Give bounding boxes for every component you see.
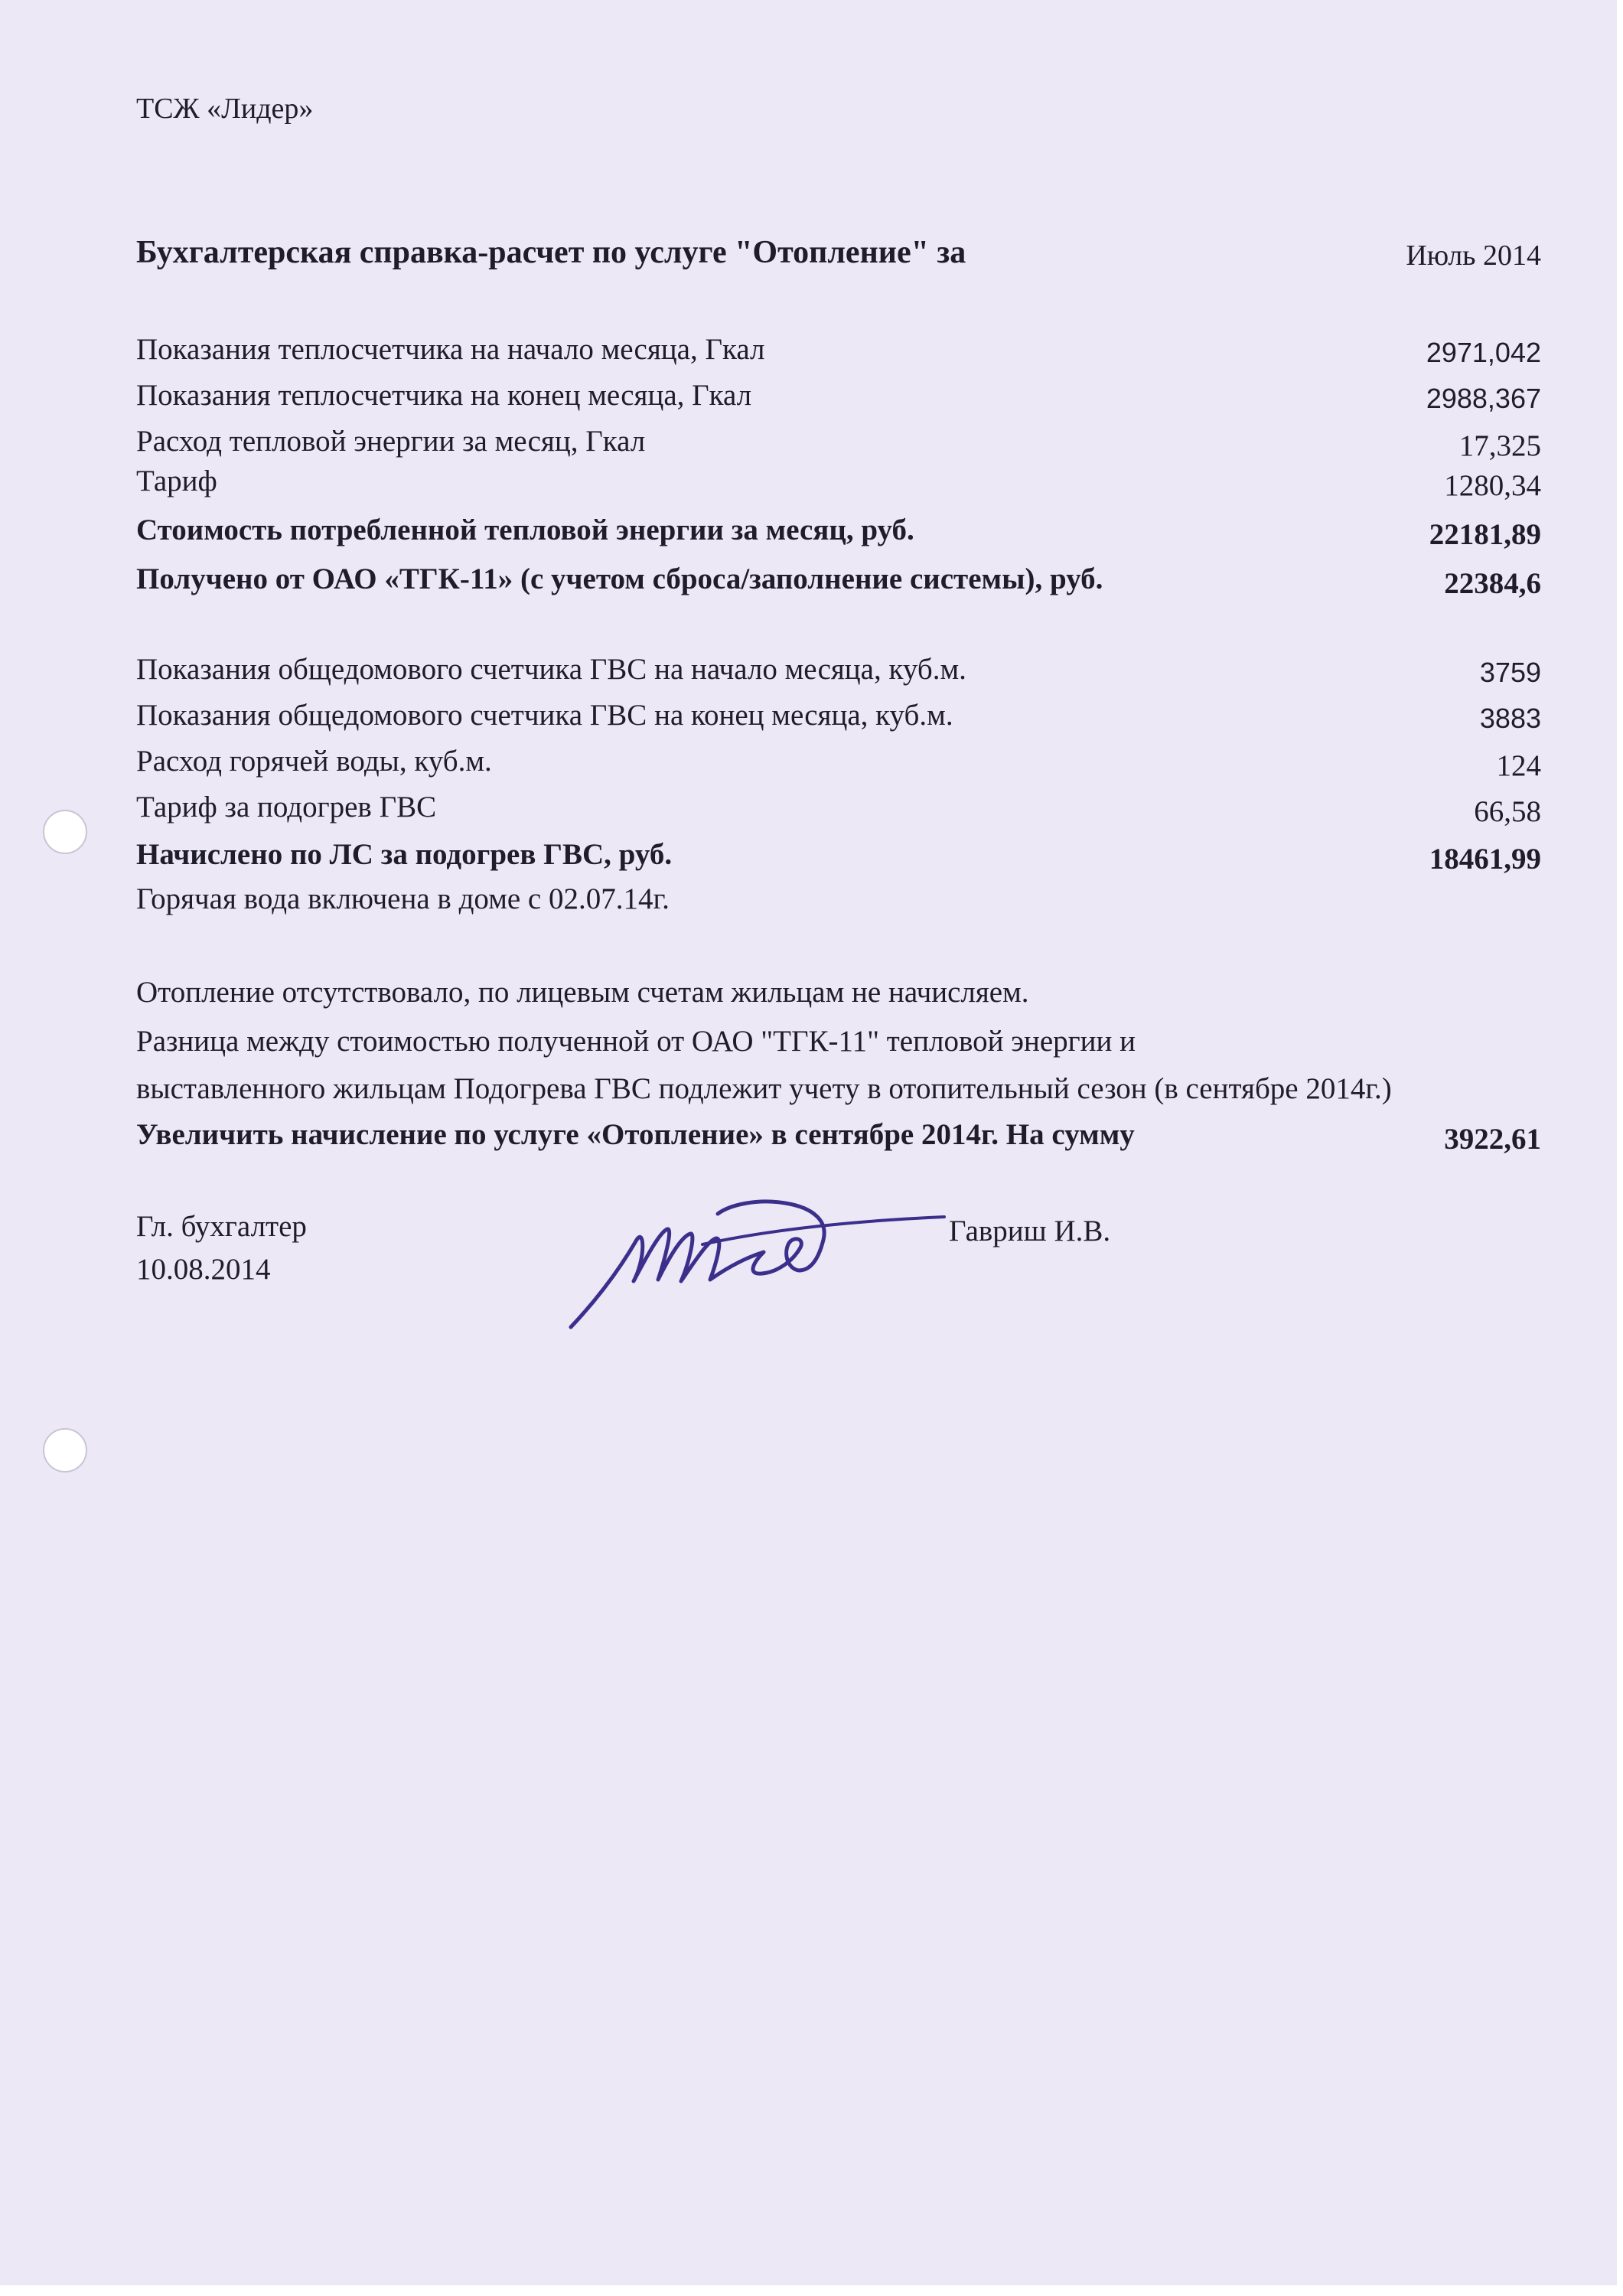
row-label: Показания общедомового счетчика ГВС на конец месяца, куб.м. <box>136 699 953 732</box>
row-label: Начислено по ЛС за подогрев ГВС, руб. <box>136 838 673 871</box>
row-label: Тариф <box>136 465 217 497</box>
heating-row-meter-start <box>136 332 1541 370</box>
row-value: 3883 <box>1479 703 1541 734</box>
punch-hole-bottom <box>43 1428 87 1473</box>
row-value: 22384,6 <box>1444 567 1541 600</box>
row-value: 2988,367 <box>1426 383 1541 414</box>
conclusion-line-1: Отопление отсутствовало, по лицевым счетам жильцам не начисляем. <box>136 976 1029 1009</box>
row-label: Расход горячей воды, куб.м. <box>136 745 492 778</box>
hot-water-row-tariff <box>136 790 1541 828</box>
final-amount: 3922,61 <box>1444 1123 1541 1156</box>
row-value: 18461,99 <box>1429 843 1541 876</box>
row-value: 124 <box>1496 749 1541 782</box>
row-label: Стоимость потребленной тепловой энергии за месяц, руб. <box>136 514 914 546</box>
final-label: Увеличить начисление по услуге «Отопление» в сентябре 2014г. На сумму <box>136 1118 1135 1151</box>
signatory-name: Гавриш И.В. <box>949 1215 1111 1247</box>
heating-row-tariff <box>136 464 1541 502</box>
hot-water-row-meter-start <box>136 652 1541 690</box>
row-value: 3759 <box>1479 657 1541 688</box>
hot-water-row-charged <box>136 837 1541 876</box>
report-period: Июль 2014 <box>1406 240 1541 272</box>
row-label: Расход тепловой энергии за месяц, Гкал <box>136 425 646 458</box>
heating-row-meter-end <box>136 378 1541 416</box>
signature-date: 10.08.2014 <box>136 1253 271 1286</box>
scan-edge-bottom <box>0 2285 1623 2296</box>
hot-water-row-meter-end <box>136 698 1541 736</box>
scan-edge-right <box>1617 0 1623 2296</box>
row-value: 2971,042 <box>1426 337 1541 368</box>
row-label: Получено от ОАО «ТГК-11» (с учетом сброса/заполнение системы), руб. <box>136 563 1103 595</box>
row-label: Показания общедомового счетчика ГВС на начало месяца, куб.м. <box>136 653 966 686</box>
hot-water-row-consumption <box>136 744 1541 782</box>
row-label: Показания теплосчетчика на начало месяца, Гкал <box>136 333 765 366</box>
conclusion-final-row <box>136 1117 1541 1156</box>
row-value: 66,58 <box>1474 795 1541 828</box>
conclusion-line-2: Разница между стоимостью полученной от ОАО "ТГК-11" тепловой энергии и <box>136 1025 1136 1058</box>
heating-row-cost <box>136 513 1541 551</box>
row-value: 22181,89 <box>1429 518 1541 551</box>
row-label: Тариф за подогрев ГВС <box>136 791 437 823</box>
hot-water-note: Горячая вода включена в доме с 02.07.14г. <box>136 882 670 915</box>
punch-hole-top <box>43 810 87 854</box>
row-value: 1280,34 <box>1444 469 1541 502</box>
document-title: Бухгалтерская справка-расчет по услуге "Отопление" за <box>136 235 966 270</box>
heating-row-received <box>136 562 1541 600</box>
heating-row-consumption <box>136 424 1541 462</box>
document-header <box>136 234 1541 272</box>
handwritten-signature-icon <box>566 1185 949 1338</box>
conclusion-line-3: выставленного жильцам Подогрева ГВС подлежит учету в отопительный сезон (в сентябре 2014г.) <box>136 1072 1392 1105</box>
row-label: Показания теплосчетчика на конец месяца, Гкал <box>136 379 752 412</box>
signatory-position: Гл. бухгалтер <box>136 1210 307 1243</box>
organization-name: ТСЖ «Лидер» <box>136 93 314 125</box>
row-value: 17,325 <box>1458 429 1541 462</box>
